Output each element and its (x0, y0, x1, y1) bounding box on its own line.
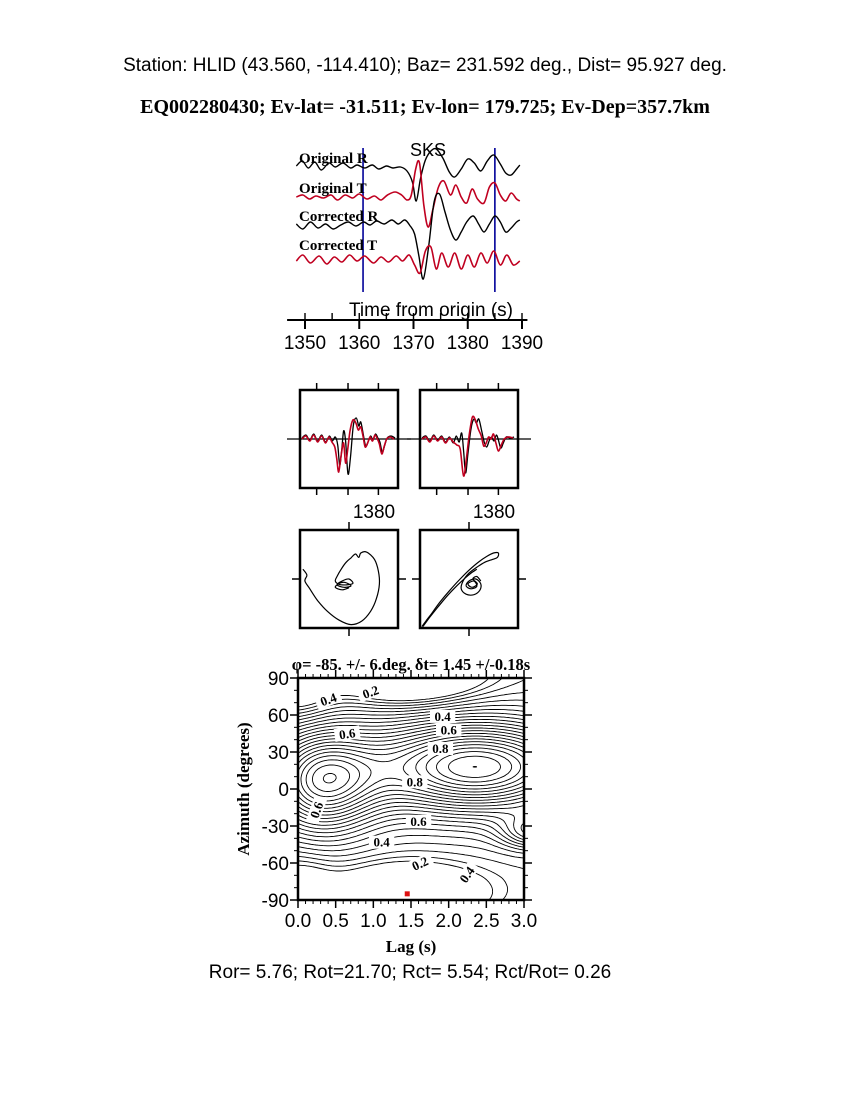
contour-label-text: 0.4 (373, 834, 390, 850)
contour-label-text: 0.4 (456, 863, 478, 886)
contour-value-label (369, 835, 394, 850)
contour-label-text: 0.2 (409, 853, 431, 874)
azimuth-tick-label: 90 (267, 669, 289, 690)
trace-label-corrected-r: Corrected R (299, 209, 379, 225)
contour-value-label (406, 814, 431, 829)
contour-label-text: 0.8 (406, 774, 423, 790)
contour-value-label (436, 723, 461, 738)
lag-tick-label: 1.0 (360, 911, 387, 932)
contour-label-text: 0.6 (440, 722, 457, 738)
lag-tick-label: 0.5 (322, 911, 349, 932)
lag-tick-label: 2.0 (435, 911, 462, 932)
azimuth-tick-label: -30 (261, 817, 289, 838)
particle-box (420, 530, 518, 628)
trace-label-corrected-t: Corrected T (299, 238, 378, 254)
contour-label-text: 0.4 (434, 708, 451, 724)
compare-left-tick-label: 1380 (352, 502, 396, 523)
time-tick-label: 1360 (338, 333, 381, 354)
contour-value-label (454, 860, 481, 889)
contour-value-label (402, 774, 427, 789)
azimuth-tick-label: -60 (261, 854, 289, 875)
best-solution-marker (405, 891, 410, 896)
compare-trace (302, 420, 394, 472)
azimuth-tick-label: 0 (278, 780, 289, 801)
lag-tick-label: 3.0 (510, 911, 538, 932)
lag-tick-label: 1.5 (397, 911, 425, 932)
contour-label-text: 0.4 (318, 689, 339, 710)
contour-value-label (405, 851, 434, 875)
contour-label-text: 0.6 (410, 813, 427, 829)
event-header: EQ002280430; Ev-lat= -31.511; Ev-lon= 179.725; Ev-Dep=357.7km (140, 96, 710, 118)
lag-tick-label: 2.5 (473, 911, 500, 932)
lag-axis-label: Lag (s) (385, 937, 437, 956)
azimuth-tick-label: 30 (267, 743, 289, 764)
compare-panel (282, 380, 540, 522)
time-tick-label: 1390 (500, 333, 544, 354)
contour-label-text: 0.2 (360, 682, 381, 702)
time-tick-label: 1350 (283, 333, 327, 354)
contour-label-text: 0.6 (338, 725, 357, 743)
contour-value-label (428, 741, 453, 756)
phase-label-sks: SKS (409, 140, 447, 160)
azimuth-tick-label: -90 (261, 891, 289, 912)
contour-label-text: 0.8 (432, 741, 449, 756)
trace-label-original-r: Original R (299, 151, 368, 167)
contour-label-text: 0.6 (306, 799, 327, 821)
splitting-result-title: φ= -85. +/- 6.deg. δt= 1.45 +/-0.18s (291, 655, 531, 674)
time-axis-label: Time from origin (s) (349, 300, 513, 321)
waveform-panel (280, 128, 542, 360)
trace-label-original-t: Original T (299, 181, 367, 197)
particle-motion-curve (423, 569, 477, 626)
seismogram-trace (296, 193, 520, 279)
time-tick-label: 1370 (392, 333, 435, 354)
particle-motion-curve (303, 552, 380, 625)
azimuth-tick-label: 60 (267, 706, 289, 727)
particle-motion-panel (282, 522, 540, 638)
compare-right-tick-label: 1380 (472, 502, 516, 523)
azimuth-axis-label: Azimuth (degrees) (234, 722, 253, 856)
time-tick-label: 1380 (446, 333, 489, 354)
station-header: Station: HLID (43.560, -114.410); Baz= 231.592 deg., Dist= 95.927 deg. (123, 55, 727, 76)
stats-footer: Ror= 5.76; Rot=21.70; Rct= 5.54; Rct/Rot= 0.26 (208, 962, 612, 983)
particle-motion-curve (422, 553, 499, 627)
lag-tick-label: 0.0 (284, 911, 312, 932)
contour-panel (230, 640, 575, 975)
